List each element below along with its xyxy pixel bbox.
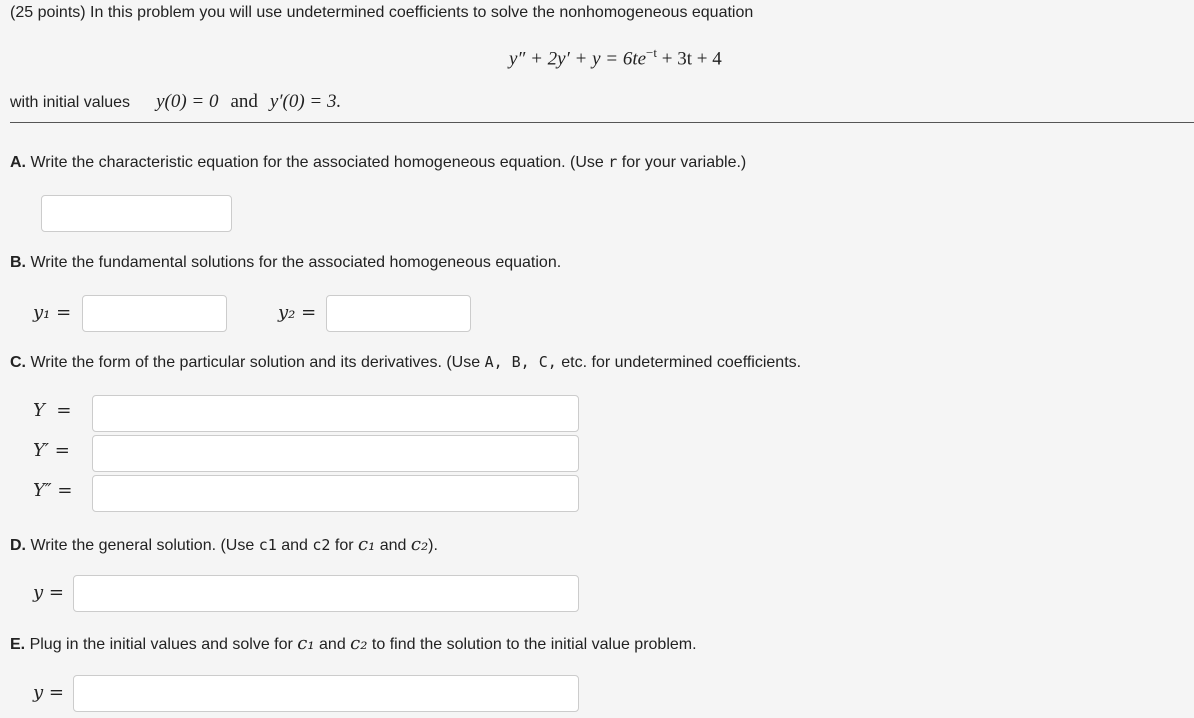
equation: $y'' + 2y' + y = 6te^{-t} + 3t + 4$ [509, 45, 722, 70]
Y-input[interactable] [92, 395, 579, 432]
part-d-prompt: D. Write the general solution. (Use c1 and c2 for c₁ and c₂). [10, 534, 438, 555]
ivp-solution-input[interactable] [73, 675, 579, 712]
initial-values: with initial values y(0) = 0 and y′(0) = 3. [10, 91, 342, 112]
part-a-prompt: A. Write the characteristic equation for the associated homogeneous equation. (Use r for your variable.) [10, 153, 747, 171]
part-c-prompt: C. Write the form of the particular solution and its derivatives. (Use A, B, C, etc. for undetermined coefficients. [10, 353, 802, 371]
Y-double-prime-label: Y″ = [33, 480, 73, 501]
ivp-solution-label: y = [33, 682, 64, 703]
part-b-prompt: B. Write the fundamental solutions for the associated homogeneous equation. [10, 254, 562, 271]
y2-label: y₂ = [278, 302, 317, 323]
Y-prime-label: Y′ = [33, 440, 70, 461]
problem-intro: (25 points) In this problem you will use undetermined coefficients to solve the nonhomogeneous equation [10, 4, 754, 21]
Y-prime-input[interactable] [92, 435, 579, 472]
y1-input[interactable] [82, 295, 227, 332]
Y-double-prime-input[interactable] [92, 475, 579, 512]
part-e-prompt: E. Plug in the initial values and solve for c₁ and c₂ to find the solution to the initial value problem. [10, 633, 697, 654]
y1-label: y₁ = [33, 302, 72, 323]
y2-input[interactable] [326, 295, 471, 332]
characteristic-equation-input[interactable] [41, 195, 232, 232]
general-solution-label: y = [33, 582, 64, 603]
general-solution-input[interactable] [73, 575, 579, 612]
Y-label: Y = [33, 400, 72, 421]
divider [10, 122, 1194, 123]
